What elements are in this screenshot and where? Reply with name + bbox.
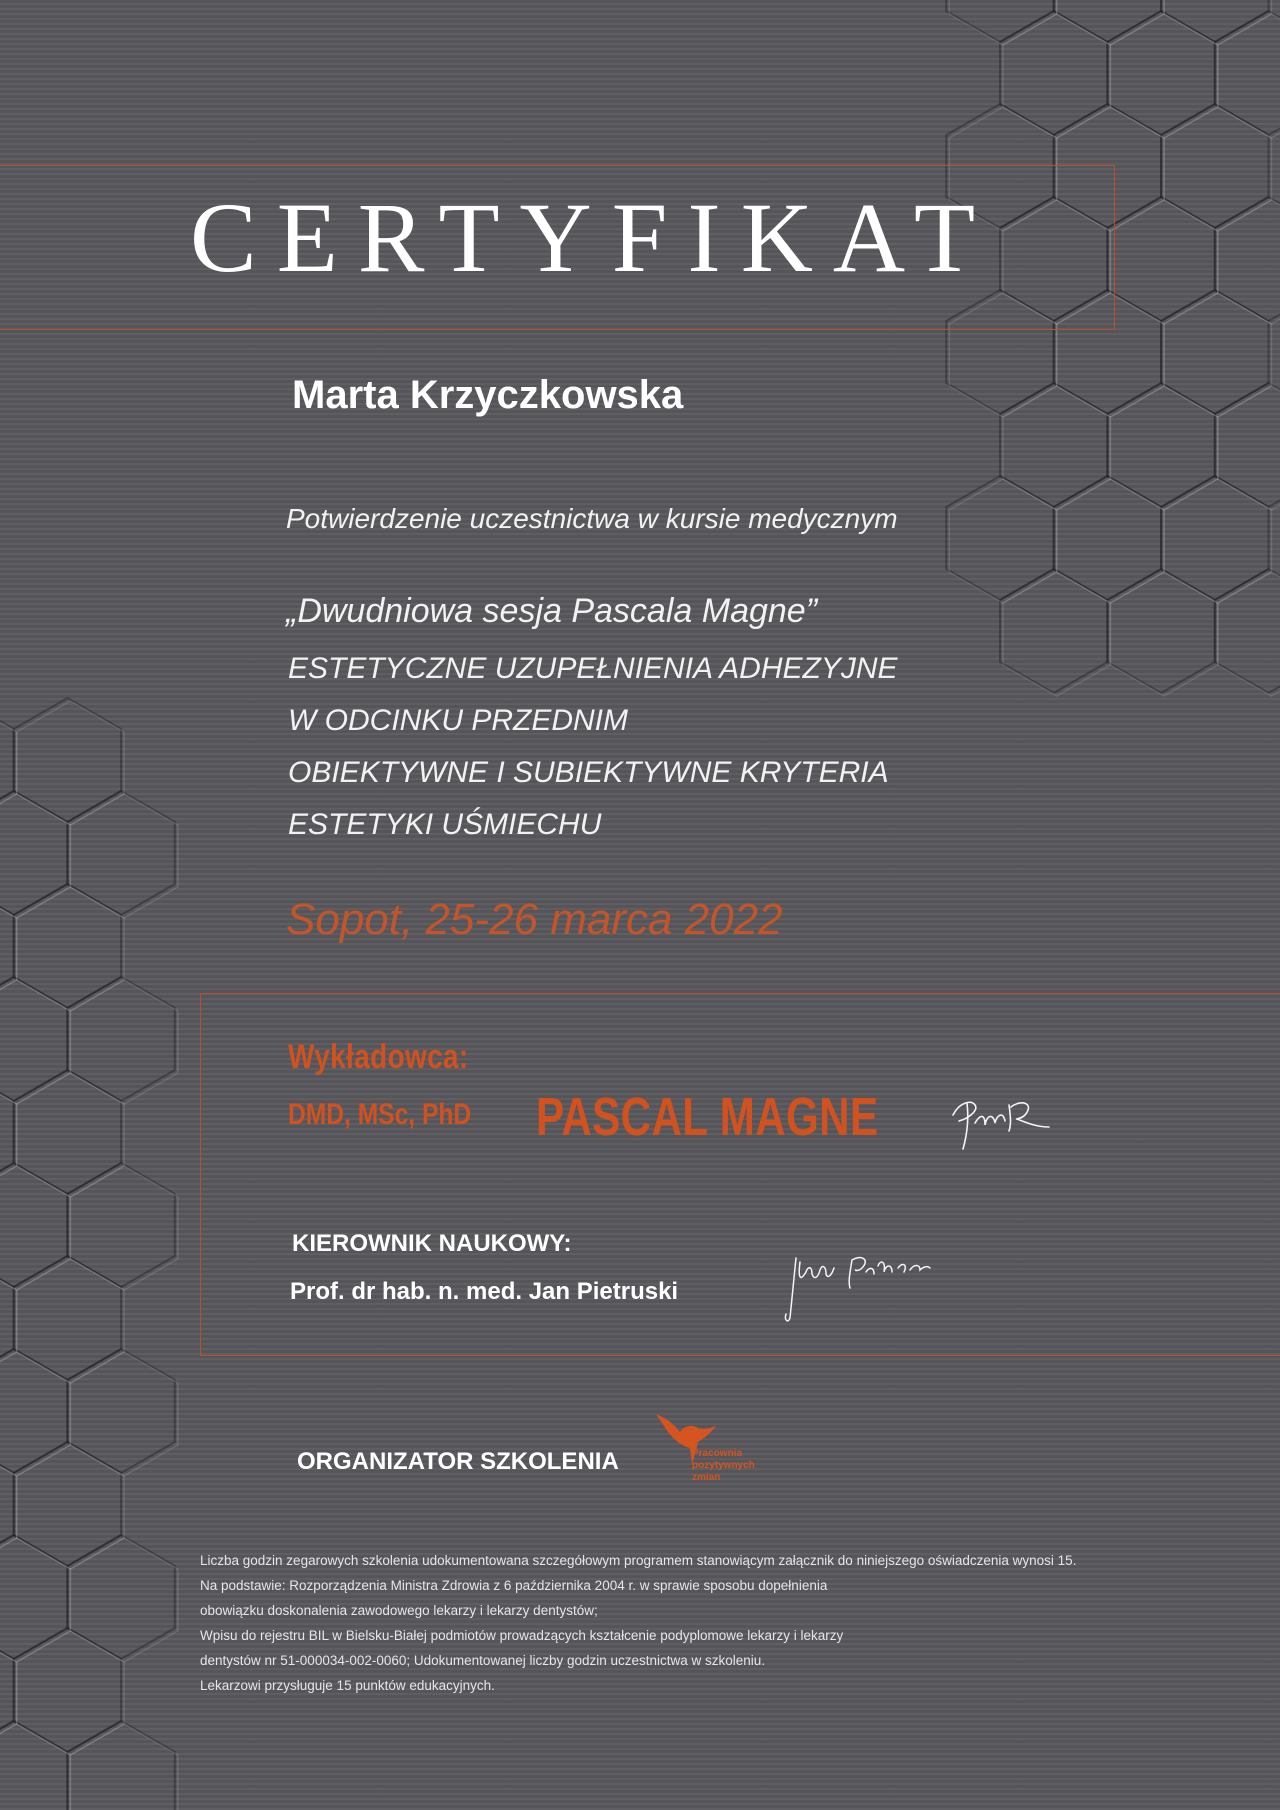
footer-line: Wpisu do rejestru BIL w Bielsku-Białej podmiotów prowadzących kształcenie podyplomowe lekarzy i lekarzy bbox=[200, 1628, 844, 1643]
hexagon-shape bbox=[70, 980, 177, 1104]
hexagon-shape bbox=[67, 1721, 174, 1810]
hexagon-shape bbox=[1161, 104, 1268, 228]
lecturer-label: Wykładowca: bbox=[288, 1038, 469, 1076]
hexagon-shape bbox=[1003, 572, 1110, 696]
course-line: ESTETYCZNE UZUPEŁNIENIA ADHEZYJNE bbox=[288, 652, 898, 685]
hexagon-shape bbox=[17, 1445, 124, 1569]
course-line: OBIEKTYWNE I SUBIEKTYWNE KRYTERIA bbox=[288, 756, 889, 789]
hexagon-shape bbox=[14, 1256, 121, 1380]
lecturer-signature bbox=[945, 1085, 1060, 1155]
hexagon-shape bbox=[1215, 197, 1280, 321]
logo-text-line: zmian bbox=[692, 1472, 721, 1483]
hexagon-shape bbox=[14, 1070, 121, 1194]
hexagon-shape bbox=[0, 1349, 67, 1473]
hexagon-shape bbox=[949, 479, 1056, 603]
course-description bbox=[288, 643, 898, 851]
hexagon-shape bbox=[1110, 572, 1217, 696]
hexagon-shape bbox=[0, 1724, 70, 1810]
hexagon-shape bbox=[1110, 386, 1217, 510]
hexagon-shape bbox=[17, 887, 124, 1011]
hexagon-shape bbox=[0, 1163, 67, 1287]
hexagon-shape bbox=[70, 1538, 177, 1662]
hexagon-shape bbox=[1057, 479, 1164, 603]
hexagon-shape bbox=[70, 1724, 177, 1810]
organizer-label: ORGANIZATOR SZKOLENIA bbox=[297, 1448, 619, 1475]
director-signature bbox=[782, 1238, 962, 1328]
hexagon-shape bbox=[0, 977, 67, 1101]
hexagon-shape bbox=[14, 1628, 121, 1752]
course-line: ESTETYKI UŚMIECHU bbox=[288, 808, 602, 841]
footer-line: Liczba godzin zegarowych szkolenia udokumentowana szczegółowym programem stanowiącym załącznik do niniejszego oświadczenia wynosi 15. bbox=[200, 1553, 1077, 1568]
hexagon-shape bbox=[1164, 479, 1271, 603]
hexagon-shape bbox=[67, 1535, 174, 1659]
hexagon-shape bbox=[14, 884, 121, 1008]
certificate-title: CERTYFIKAT bbox=[190, 182, 996, 293]
hexagon-shape bbox=[14, 698, 121, 822]
hexagon-shape bbox=[1110, 14, 1217, 138]
hexagon-shape bbox=[17, 1073, 124, 1197]
scientific-director-name: Prof. dr hab. n. med. Jan Pietruski bbox=[290, 1278, 679, 1305]
hexagon-shape bbox=[1218, 14, 1280, 138]
hexagon-shape bbox=[17, 701, 124, 825]
hexagon-shape bbox=[1161, 476, 1268, 600]
hexagon-shape bbox=[17, 1631, 124, 1755]
scientific-director-label: KIEROWNIK NAUKOWY: bbox=[292, 1230, 572, 1257]
course-title: „Dwudniowa sesja Pascala Magne” bbox=[286, 592, 818, 630]
hexagon-shape bbox=[1215, 569, 1280, 693]
course-line: W ODCINKU PRZEDNIM bbox=[288, 704, 628, 737]
hexagon-shape bbox=[1107, 11, 1214, 135]
confirmation-text: Potwierdzenie uczestnictwa w kursie medycznym bbox=[286, 503, 898, 534]
hexagon-shape bbox=[1164, 107, 1271, 231]
footer-line: dentystów nr 51-000034-002-0060; Udokumentowanej liczby godzin uczestnictwa w szkoleniu. bbox=[200, 1653, 766, 1668]
hexagon-shape bbox=[1000, 11, 1107, 135]
hexagon-shape bbox=[0, 884, 14, 1008]
hexagon-shape bbox=[0, 698, 14, 822]
date-place: Sopot, 25-26 marca 2022 bbox=[286, 895, 783, 944]
hexagon-shape bbox=[67, 1163, 174, 1287]
hexagon-shape bbox=[17, 1259, 124, 1383]
hexagon-shape bbox=[0, 1628, 14, 1752]
footer-line: Lekarzowi przysługuje 15 punktów edukacyjnych. bbox=[200, 1678, 495, 1693]
hexagon-shape bbox=[14, 1442, 121, 1566]
hexagon-shape bbox=[0, 1442, 14, 1566]
hexagon-shape bbox=[67, 977, 174, 1101]
footer-line: Na podstawie: Rozporządzenia Ministra Zdrowia z 6 października 2004 r. w sprawie sposobu dopełnienia bbox=[200, 1578, 828, 1593]
hexagon-shape bbox=[1110, 200, 1217, 324]
hexagon-shape bbox=[1000, 383, 1107, 507]
hexagon-shape bbox=[70, 1352, 177, 1476]
hexagon-shape bbox=[70, 1166, 177, 1290]
hexagon-shape bbox=[67, 791, 174, 915]
hexagon-shape bbox=[0, 1166, 70, 1290]
hexagon-shape bbox=[0, 1352, 70, 1476]
logo-text bbox=[692, 1448, 755, 1484]
lecturer-degree: DMD, MSc, PhD bbox=[288, 1098, 472, 1131]
hexagon-shape bbox=[1000, 569, 1107, 693]
hexagon-shape bbox=[0, 794, 70, 918]
hexagon-shape bbox=[1003, 386, 1110, 510]
hexagon-shape bbox=[0, 1070, 14, 1194]
hexagon-shape bbox=[67, 1349, 174, 1473]
hexagon-shape bbox=[1003, 14, 1110, 138]
hexagon-shape bbox=[70, 794, 177, 918]
hexagon-shape bbox=[0, 1256, 14, 1380]
hexagon-shape bbox=[0, 980, 70, 1104]
lecturer-name: PASCAL MAGNE bbox=[536, 1087, 879, 1147]
hexagon-shape bbox=[0, 1535, 67, 1659]
hexagon-shape bbox=[1161, 290, 1268, 414]
hexagon-shape bbox=[1054, 476, 1161, 600]
hexagon-shape bbox=[1107, 197, 1214, 321]
logo-text-line: Pracownia bbox=[692, 1448, 743, 1459]
hexagon-shape bbox=[0, 1538, 70, 1662]
logo-text-line: pozytywnych bbox=[692, 1460, 755, 1471]
hexagon-shape bbox=[1218, 386, 1280, 510]
footer-notes bbox=[200, 1548, 1076, 1698]
hexagon-shape bbox=[1218, 572, 1280, 696]
hexagon-shape bbox=[1215, 11, 1280, 135]
hexagon-shape bbox=[1107, 569, 1214, 693]
hexagon-shape bbox=[946, 476, 1053, 600]
footer-line: obowiązku doskonalenia zawodowego lekarzy i lekarzy dentystów; bbox=[200, 1603, 598, 1618]
hexagon-shape bbox=[1107, 383, 1214, 507]
hexagon-shape bbox=[1164, 293, 1271, 417]
recipient-name: Marta Krzyczkowska bbox=[292, 373, 684, 417]
hexagon-shape bbox=[1218, 200, 1280, 324]
hexagon-shape bbox=[1215, 383, 1280, 507]
hexagon-shape bbox=[0, 791, 67, 915]
